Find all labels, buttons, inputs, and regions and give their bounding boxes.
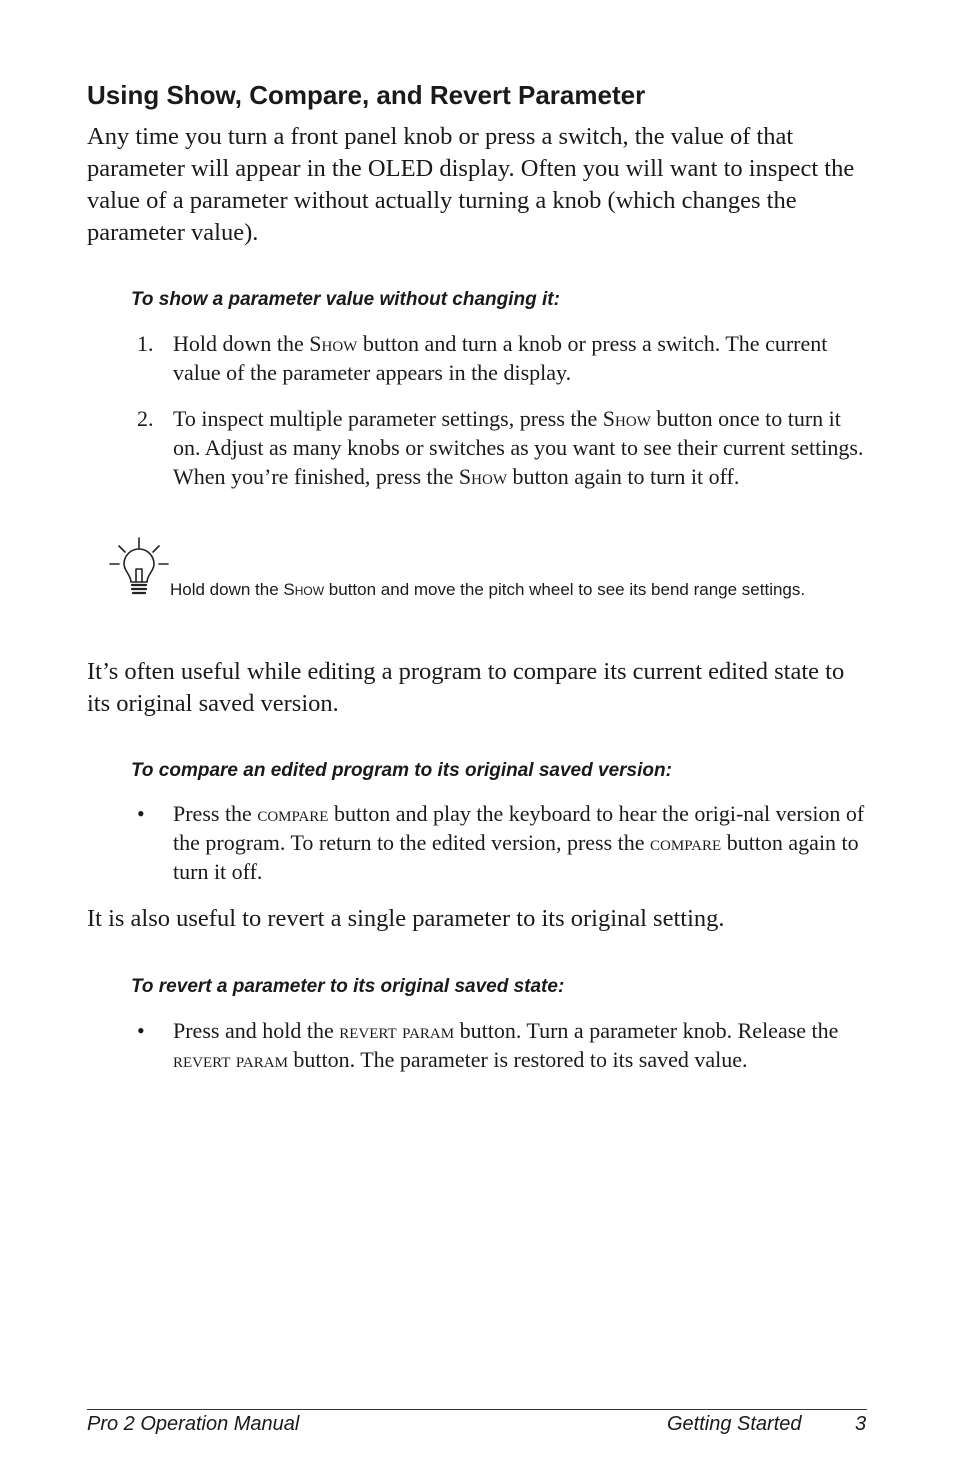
step-text: To inspect multiple parameter settings, press the Show button once to turn it on. Adjust as many knobs or switches as you want to see their current settings. When you’re finished, press the Show button again to turn it off. [173, 406, 864, 489]
bullet: • [137, 1018, 145, 1043]
section-heading: Using Show, Compare, and Revert Parameter [87, 80, 646, 110]
step-number: 2. [137, 406, 154, 431]
footer-manual-title: Pro 2 Operation Manual [87, 1413, 300, 1435]
tip-note: Hold down the Show button and move the pitch wheel to see its bend range settings. [170, 580, 806, 599]
page-number: 3 [855, 1413, 867, 1435]
list-item [137, 404, 867, 491]
revert-intro-paragraph: It is also useful to revert a single parameter to its original setting. [87, 905, 725, 932]
show-procedure-title: To show a parameter value without changing it: [131, 289, 560, 310]
show-key-label: Show [283, 580, 325, 599]
revert-param-key-label: revert param [339, 1018, 455, 1043]
intro-paragraph: Any time you turn a front panel knob or press a switch, the value of that parameter will appear in the OLED display. Often you will want to inspect the value of a parameter without actually turning a knob (which changes the parameter value). [87, 123, 855, 246]
footer-divider [87, 1409, 867, 1410]
revert-param-key-label: revert param [173, 1047, 288, 1072]
step-text: Hold down the Show button and turn a knob or press a switch. The current value of the parameter appears in the display. [173, 331, 828, 385]
bullet: • [137, 801, 145, 826]
compare-procedure-title: To compare an edited program to its original saved version: [131, 760, 672, 781]
show-key-label: Show [602, 406, 651, 431]
revert-procedure-title: To revert a parameter to its original saved state: [131, 976, 565, 997]
show-key-label: Show [309, 331, 358, 356]
list-item [137, 1016, 867, 1074]
compare-intro-paragraph: It’s often useful while editing a program to compare its current edited state to its original saved version. [87, 658, 845, 717]
step-number: 1. [137, 331, 154, 356]
footer-section-name: Getting Started [667, 1413, 802, 1435]
bullet-text: Press the compare button and play the keyboard to hear the origi-nal version of the program. To return to the edited version, press the compare button again to turn it off. [173, 801, 865, 884]
list-item [137, 799, 867, 886]
bullet-text: Press and hold the revert param button. Turn a parameter knob. Release the revert param button. The parameter is restored to its saved value. [173, 1018, 839, 1072]
compare-key-label: compare [650, 830, 722, 855]
show-key-label: Show [458, 464, 507, 489]
compare-key-label: compare [257, 801, 329, 826]
list-item [137, 329, 867, 387]
